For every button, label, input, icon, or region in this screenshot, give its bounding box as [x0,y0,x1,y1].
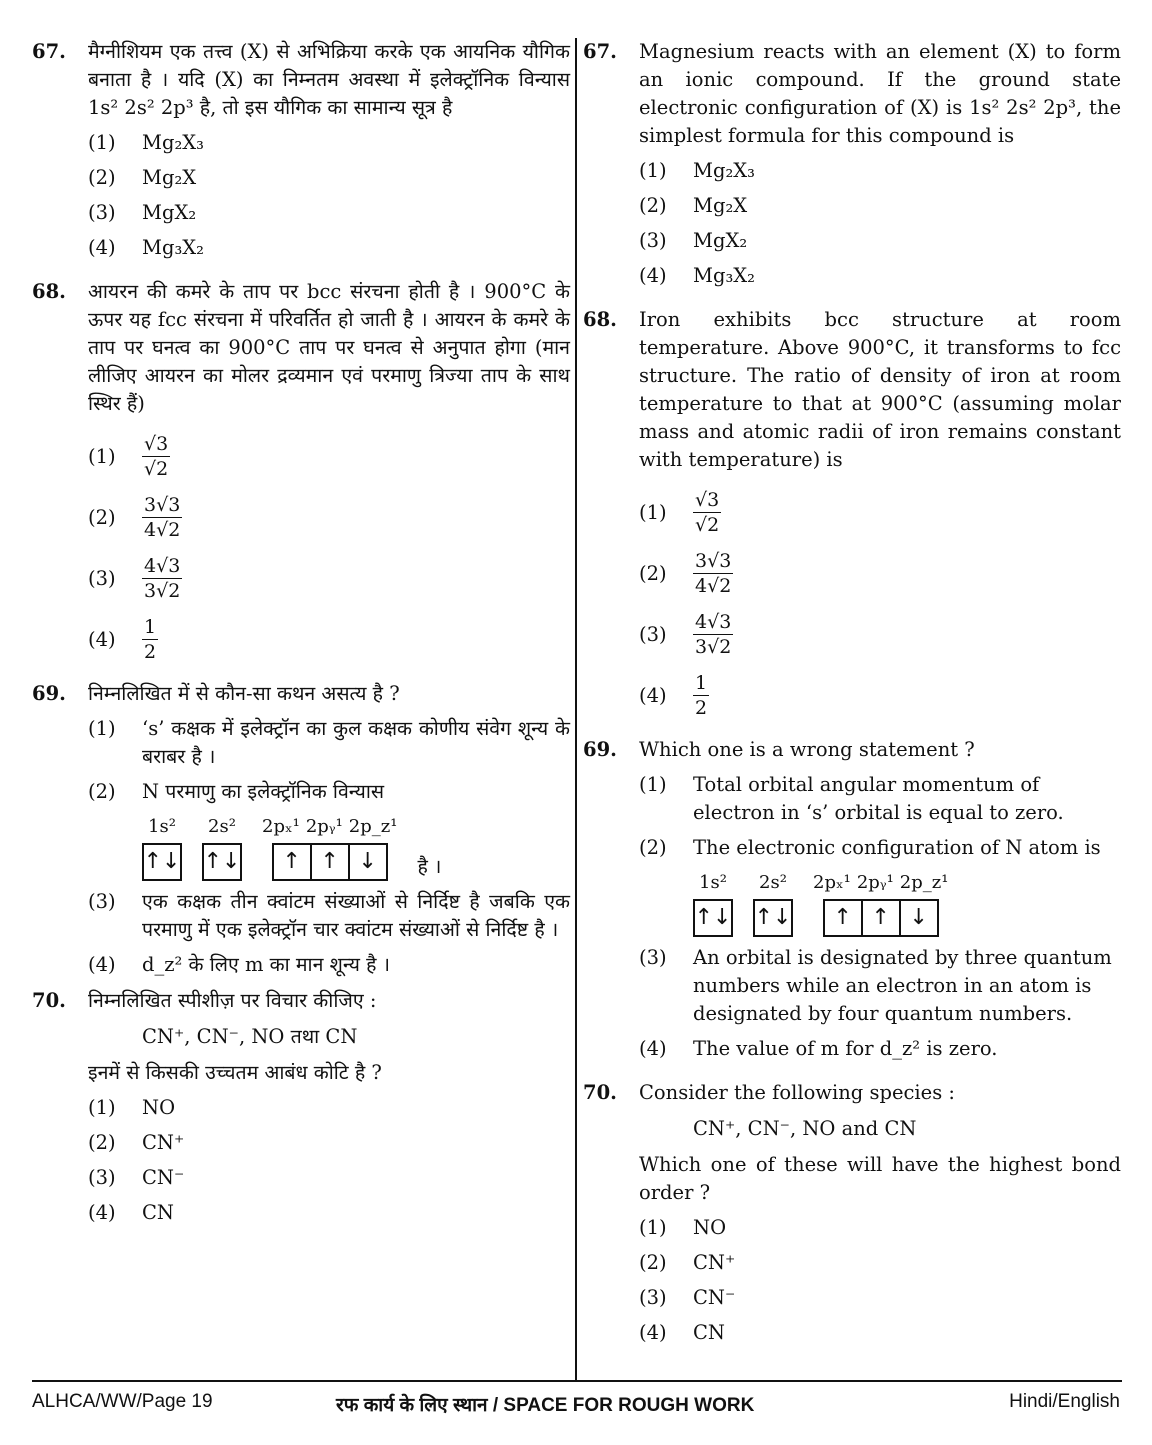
question-number: 67. [583,40,617,63]
question-70-hindi [32,987,570,1227]
option-1: (1) Mg₂X₃ [88,131,204,154]
option-4: (4) CN [88,1201,174,1224]
option-1: (1) ‘s’ कक्षक में इलेक्ट्रॉन का कुल कक्षक कोणीय संवेग शून्य के बराबर है । [88,717,570,768]
option-3: (3) CN⁻ [639,1286,736,1309]
question-text: आयरन की कमरे के ताप पर bcc संरचना होती है । 900°C के ऊपर यह fcc संरचना में परिवर्तित हो जाती है । आयरन के कमरे के ताप पर घनत्व का 900°C ताप पर घनत्व से अनुपात होगा (मान लीजिए आयरन का मोलर द्रव्यमान एवं परमाणु त्रिज्या ताप के साथ स्थिर हैं) [88,280,570,415]
option-1: (1) Mg₂X₃ [639,159,755,182]
question-text: Consider the following species : [639,1081,955,1104]
footer-page-code: ALHCA/WW/Page 19 [32,1391,213,1412]
option-2: (2) Mg₂X [639,194,748,217]
question-70-english [583,1079,1121,1347]
options [88,1094,570,1227]
question-number: 69. [583,738,617,761]
orbital-diagram: 1s² ↑↓ 2s² ↑↓ 2pₓ¹ 2pᵧ¹ 2p_z¹ ↑ ↑ ↓ है । [142,813,570,881]
option-4: (4) The value of m for d_z² is zero. [639,1037,998,1060]
question-69-hindi [32,680,570,979]
option-2: (2) $\frac{3√3}{4√2}$ [639,550,732,597]
question-67-english [583,38,1121,290]
option-1: (1) $\frac{√3}{√2}$ [639,489,720,536]
question-69-english [583,736,1121,1063]
english-column [583,38,1121,1354]
option-3: (3) MgX₂ [88,201,197,224]
options [639,488,1121,720]
question-number: 67. [32,40,66,63]
question-text: Which one is a wrong statement ? [639,738,975,761]
option-2: (2) CN⁺ [639,1251,736,1274]
option-1: (1) NO [639,1216,727,1239]
options [639,771,1121,1063]
option-4: (4) d_z² के लिए m का मान शून्य है । [88,953,391,976]
question-prompt: Which one of these will have the highest bond order ? [639,1153,1121,1204]
question-67-hindi [32,38,570,262]
species-list: CN⁺, CN⁻, NO and CN [693,1117,917,1140]
question-text: Iron exhibits bcc structure at room temperature. Above 900°C, it transforms to fcc structure. The ratio of density of iron at room temperature to that at 900°C (assuming molar mass and atomic radii of iron remains constant with temperature) is [639,308,1121,471]
option-2: (2) $\frac{3√3}{4√2}$ [88,494,181,541]
options [88,715,570,979]
question-number: 68. [32,280,66,303]
option-4: (4) $\frac{1}{2}$ [88,616,157,663]
question-number: 70. [32,989,66,1012]
question-68-hindi [32,278,570,664]
species-list: CN⁺, CN⁻, NO तथा CN [142,1025,358,1048]
option-3: (3) MgX₂ [639,229,748,252]
option-1: (1) NO [88,1096,176,1119]
column-divider [575,38,577,1380]
options [639,157,1121,290]
suffix-text: है । [417,855,442,878]
options [639,1214,1121,1347]
option-2: (2) N परमाणु का इलेक्ट्रॉनिक विन्यास [88,780,385,803]
footer-language: Hindi/English [1009,1391,1120,1412]
question-text: मैग्नीशियम एक तत्त्व (X) से अभिक्रिया करके एक आयनिक यौगिक बनाता है । यदि (X) का निम्नतम अवस्था में इलेक्ट्रॉनिक विन्यास 1s² 2s² 2p³ है, तो इस यौगिक का सामान्य सूत्र है [88,40,570,119]
orbital-diagram: 1s² ↑↓ 2s² ↑↓ 2pₓ¹ 2pᵧ¹ 2p_z¹ ↑ ↑ ↓ [693,869,1121,937]
option-3: (3) An orbital is designated by three quantum numbers while an electron in an atom is designated by four quantum numbers. [639,946,1112,1025]
option-4: (4) Mg₃X₂ [639,264,755,287]
option-3: (3) $\frac{4√3}{3√2}$ [639,611,732,658]
question-number: 69. [32,682,66,705]
option-3: (3) $\frac{4√3}{3√2}$ [88,555,181,602]
up-arrow-icon: ↑↓ [143,849,181,874]
footer-rule [32,1380,1122,1382]
options [88,129,570,262]
option-4: (4) $\frac{1}{2}$ [639,672,708,719]
question-number: 68. [583,308,617,331]
option-3: (3) CN⁻ [88,1166,185,1189]
footer-rough-work: रफ कार्य के लिए स्थान / SPACE FOR ROUGH WORK [336,1395,755,1416]
question-prompt: इनमें से किसकी उच्चतम आबंध कोटि है ? [88,1061,382,1084]
hindi-column [32,38,570,1234]
option-3: (3) एक कक्षक तीन क्वांटम संख्याओं से निर्दिष्ट है जबकि एक परमाणु में एक इलेक्ट्रॉन चार क्वांटम संख्याओं से निर्दिष्ट है । [88,890,570,941]
question-text: Magnesium reacts with an element (X) to form an ionic compound. If the ground state electronic configuration of (X) is 1s² 2s² 2p³, the simplest formula for this compound is [639,40,1121,147]
option-4: (4) Mg₃X₂ [88,236,204,259]
option-4: (4) CN [639,1321,725,1344]
option-1: (1) $\frac{√3}{√2}$ [88,433,169,480]
question-68-english [583,306,1121,720]
option-2: (2) The electronic configuration of N atom is [639,836,1101,859]
up-arrow-icon: ↑↓ [203,849,241,874]
question-number: 70. [583,1081,617,1104]
option-1: (1) Total orbital angular momentum of electron in ‘s’ orbital is equal to zero. [639,773,1064,824]
options [88,432,570,664]
option-2: (2) CN⁺ [88,1131,185,1154]
question-text: निम्नलिखित में से कौन-सा कथन असत्य है ? [88,682,400,705]
question-text: निम्नलिखित स्पीशीज़ पर विचार कीजिए : [88,989,377,1012]
option-2: (2) Mg₂X [88,166,197,189]
